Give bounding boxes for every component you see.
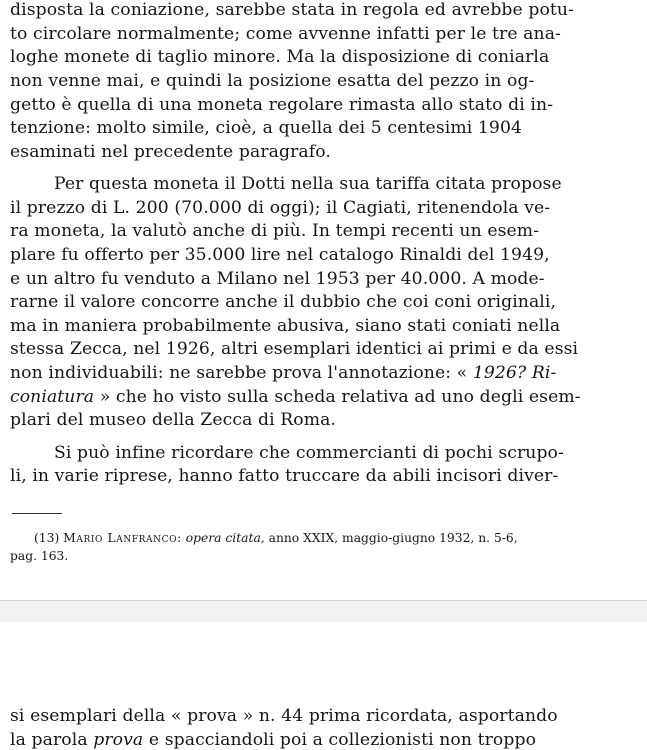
text-line: plari del museo della Zecca di Roma. [10, 410, 337, 430]
footnote [34, 530, 518, 546]
footnote-author: Mario Lanfranco: [63, 531, 182, 545]
text-line: li, in varie riprese, hanno fatto truccare da abili incisori diver- [10, 466, 559, 486]
text-line: disposta la coniazione, sarebbe stata in regola ed avrebbe potu- [10, 0, 574, 20]
footnote-divider [12, 513, 62, 514]
text-line [10, 387, 581, 408]
text-line: rarne il valore concorre anche il dubbio che coi coni originali, [10, 292, 557, 312]
text-line: ma in maniera probabilmente abusiva, siano stati coniati nella [10, 316, 561, 336]
footnote-details: anno XXIX, maggio-giugno 1932, n. 5-6, [268, 531, 518, 545]
text-line: to circolare normalmente; come avvenne infatti per le tre ana- [10, 24, 561, 44]
page-separator [0, 600, 647, 623]
paragraph-start: Si può infine ricordare che commercianti di pochi scrupo- [54, 443, 564, 463]
text-line: stessa Zecca, nel 1926, altri esemplari identici ai primi e da essi [10, 339, 579, 359]
text-line [10, 730, 536, 750]
text-segment: e spacciandoli poi a collezionisti non troppo [148, 730, 537, 750]
text-line: il prezzo di L. 200 (70.000 di oggi); il Cagiati, ritenendola ve- [10, 198, 551, 218]
text-line: ra moneta, la valutò anche di più. In tempi recenti un esem- [10, 221, 540, 241]
text-line: e un altro fu venduto a Milano nel 1953 per 40.000. A mode- [10, 269, 545, 289]
text-segment: la parola [10, 730, 88, 750]
text-line: getto è quella di una moneta regolare rimasta allo stato di in- [10, 95, 554, 115]
italic-text: 1926? Ri- [467, 363, 557, 383]
text-line: non venne mai, e quindi la posizione esatta del pezzo in og- [10, 71, 535, 91]
italic-text: coniatura [10, 387, 95, 407]
footnote-number: (13) [34, 531, 60, 545]
page-bottom [0, 622, 647, 750]
text-line [10, 363, 556, 384]
italic-text: prova [93, 730, 144, 750]
paragraph-start: Per questa moneta il Dotti nella sua tariffa citata propose [54, 174, 562, 194]
footnote-work: opera citata, [185, 531, 265, 545]
text-line: esaminati nel precedente paragrafo. [10, 142, 331, 162]
text-segment: non individuabili: ne sarebbe prova l'annotazione: « [10, 363, 468, 383]
text-line: tenzione: molto simile, cioè, a quella dei 5 centesimi 1904 [10, 118, 523, 138]
text-line: plare fu offerto per 35.000 lire nel catalogo Rinaldi del 1949, [10, 245, 550, 265]
footnote-page: pag. 163. [10, 549, 69, 563]
text-segment: » che ho visto sulla scheda relativa ad uno degli esem- [94, 387, 581, 407]
text-line: si esemplari della « prova » n. 44 prima ricordata, asportando [10, 706, 558, 726]
text-line: loghe monete di taglio minore. Ma la disposizione di coniarla [10, 47, 550, 67]
